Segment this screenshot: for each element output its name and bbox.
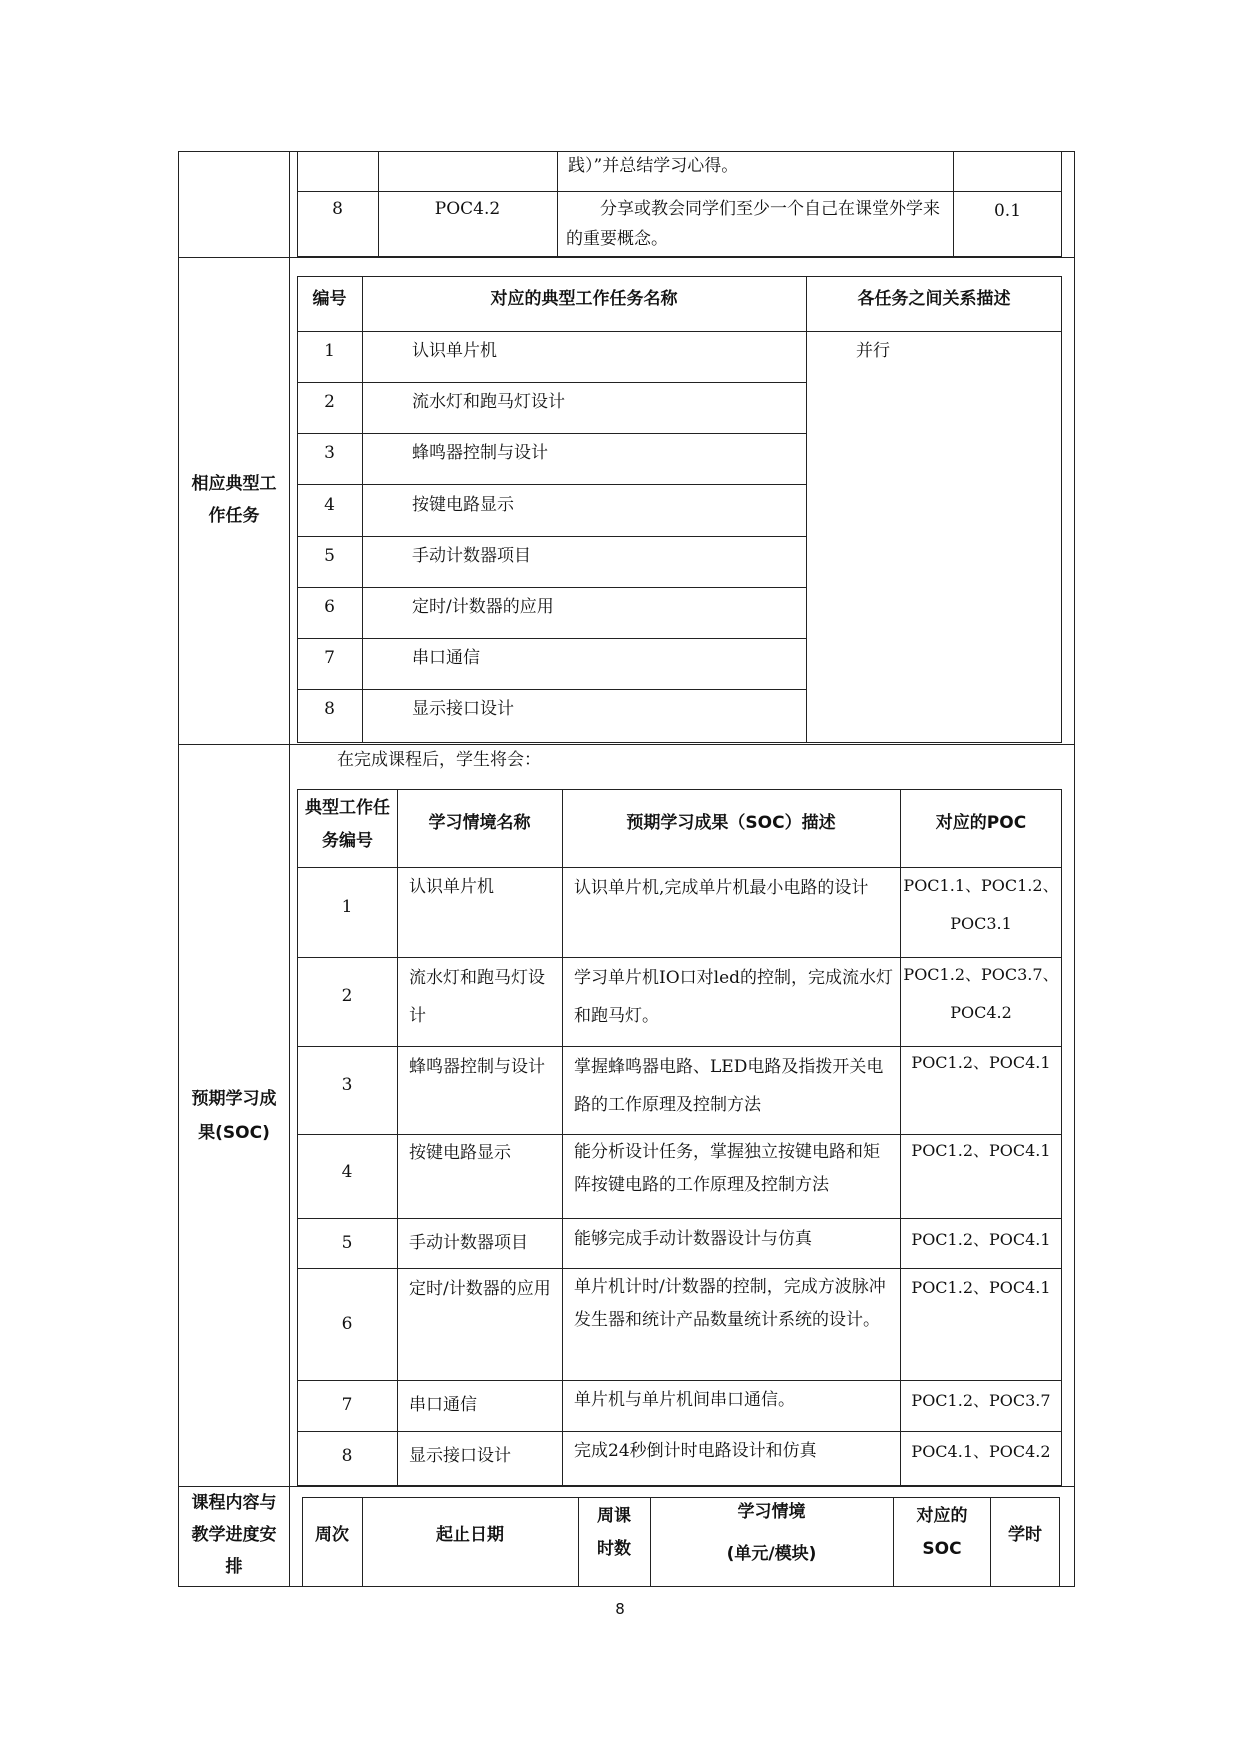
soc-row-no: 6: [341, 1314, 353, 1334]
section-label-schedule: 课程内容与教学进度安排: [191, 1493, 277, 1577]
top-row-a-text: 践）”并总结学习心得。: [568, 156, 739, 176]
soc-row-name: 定时/计数器的应用: [409, 1279, 551, 1299]
soc-row-divider: [297, 1218, 1062, 1219]
schedule-header-week: 周次: [315, 1525, 349, 1545]
soc-row-name: 流水灯和跑马灯设计: [409, 968, 545, 1026]
tasks-col-divider: [806, 276, 807, 743]
task-row-no: 4: [324, 495, 335, 515]
soc-row-name: 显示接口设计: [409, 1446, 511, 1466]
soc-row-no: 3: [341, 1075, 353, 1095]
soc-row-poc: POC1.2、POC3.7、POC4.2: [903, 965, 1059, 1022]
task-row-no: 7: [324, 648, 335, 668]
task-row-name: 定时/计数器的应用: [412, 597, 554, 617]
soc-row-divider: [297, 1268, 1062, 1269]
task-row-name: 流水灯和跑马灯设计: [412, 392, 565, 412]
soc-row-name: 串口通信: [409, 1395, 477, 1415]
top-table-col-divider: [557, 151, 558, 257]
schedule-header-situation: 学习情境: [737, 1502, 806, 1522]
tasks-relation: 并行: [856, 341, 890, 361]
task-row-no: 8: [324, 699, 335, 719]
soc-row-desc: 单片机计时/计数器的控制，完成方波脉冲发生器和统计产品数量统计系统的设计。: [574, 1277, 886, 1330]
soc-col-divider: [397, 789, 398, 1486]
soc-row-poc: POC1.2、POC4.1: [911, 1053, 1051, 1072]
soc-row-divider: [297, 1380, 1062, 1381]
soc-col-divider: [562, 789, 563, 1486]
tasks-row-divider: [297, 689, 806, 690]
soc-row-poc: POC1.2、POC4.1: [911, 1230, 1051, 1249]
soc-row-name: 蜂鸣器控制与设计: [409, 1057, 545, 1077]
soc-row-name: 按键电路显示: [409, 1143, 511, 1163]
tasks-col-divider: [362, 276, 363, 743]
task-row-no: 1: [324, 341, 335, 361]
soc-row-poc: POC1.2、POC4.1: [911, 1278, 1051, 1297]
soc-row-no: 8: [341, 1446, 353, 1466]
section-label-tasks: 相应典型工作任务: [191, 474, 277, 526]
tasks-row-divider: [297, 587, 806, 588]
task-row-name: 显示接口设计: [412, 699, 514, 719]
tasks-header-name: 对应的典型工作任务名称: [490, 289, 678, 309]
task-row-no: 6: [324, 597, 335, 617]
schedule-col-divider: [578, 1497, 579, 1587]
soc-header-no: 典型工作任务编号: [305, 798, 390, 851]
schedule-header-hours: 学时: [1008, 1525, 1042, 1545]
soc-row-poc: POC1.1、POC1.2、POC3.1: [903, 876, 1059, 933]
soc-header-name: 学习情境名称: [428, 813, 531, 833]
tasks-row-divider: [297, 536, 806, 537]
soc-row-divider: [297, 1431, 1062, 1432]
task-row-no: 2: [324, 392, 335, 412]
schedule-header-dates: 起止日期: [436, 1525, 504, 1545]
section-divider-2: [178, 744, 1075, 745]
top-row-b-number: 8: [332, 199, 343, 219]
tasks-row-divider: [297, 484, 806, 485]
soc-intro: 在完成课程后，学生将会：: [337, 750, 541, 770]
section-label-soc: 预期学习成果(SOC): [191, 1089, 277, 1143]
soc-row-no: 1: [341, 897, 353, 917]
section-divider-1: [178, 257, 1075, 258]
soc-row-no: 4: [341, 1162, 353, 1182]
label-column-divider: [289, 151, 290, 1587]
soc-header-desc: 预期学习成果（SOC）描述: [626, 813, 836, 833]
top-row-b-poc: POC4.2: [434, 199, 501, 219]
soc-row-desc: 单片机与单片机间串口通信。: [574, 1390, 795, 1410]
soc-row-desc: 掌握蜂鸣器电路、LED电路及指拨开关电路的工作原理及控制方法: [574, 1057, 884, 1115]
top-row-b-text: 分享或教会同学们至少一个自己在课堂外学来的重要概念。: [566, 199, 940, 249]
soc-row-no: 7: [341, 1395, 353, 1415]
task-row-name: 按键电路显示: [412, 495, 514, 515]
soc-row-desc: 能分析设计任务，掌握独立按键电路和矩阵按键电路的工作原理及控制方法: [574, 1142, 880, 1195]
task-row-no: 3: [324, 443, 335, 463]
tasks-header-divider: [297, 331, 1062, 332]
schedule-header-situation-sub: (单元/模块): [726, 1544, 817, 1564]
tasks-header-no: 编号: [312, 289, 347, 309]
soc-header-poc: 对应的POC: [935, 813, 1027, 833]
task-row-name: 手动计数器项目: [412, 546, 531, 566]
soc-row-desc: 完成24秒倒计时电路设计和仿真: [574, 1441, 817, 1461]
soc-row-poc: POC1.2、POC4.1: [911, 1141, 1051, 1160]
top-row-b-weight: 0.1: [993, 201, 1022, 221]
soc-row-desc: 学习单片机IO口对led的控制，完成流水灯和跑马灯。: [574, 968, 894, 1026]
soc-row-name: 认识单片机: [409, 877, 494, 897]
soc-row-desc: 能够完成手动计数器设计与仿真: [574, 1229, 812, 1249]
tasks-header-relation: 各任务之间关系描述: [857, 289, 1011, 309]
schedule-header-hours-week: 周课时数: [597, 1506, 631, 1559]
section-divider-3: [178, 1486, 1075, 1487]
schedule-header-soc: 对应的SOC: [916, 1506, 968, 1559]
page-number: 8: [615, 1600, 625, 1618]
soc-row-name: 手动计数器项目: [409, 1233, 528, 1253]
task-row-name: 串口通信: [412, 648, 480, 668]
schedule-col-divider: [893, 1497, 894, 1587]
soc-row-no: 2: [341, 986, 353, 1006]
task-row-name: 蜂鸣器控制与设计: [412, 443, 548, 463]
soc-row-desc: 认识单片机,完成单片机最小电路的设计: [574, 878, 869, 898]
soc-row-poc: POC4.1、POC4.2: [911, 1442, 1051, 1461]
task-row-name: 认识单片机: [412, 341, 497, 361]
task-row-no: 5: [324, 546, 335, 566]
tasks-row-divider: [297, 638, 806, 639]
soc-row-poc: POC1.2、POC3.7: [911, 1391, 1051, 1410]
tasks-row-divider: [297, 382, 806, 383]
soc-row-no: 5: [341, 1233, 353, 1253]
tasks-row-divider: [297, 433, 806, 434]
